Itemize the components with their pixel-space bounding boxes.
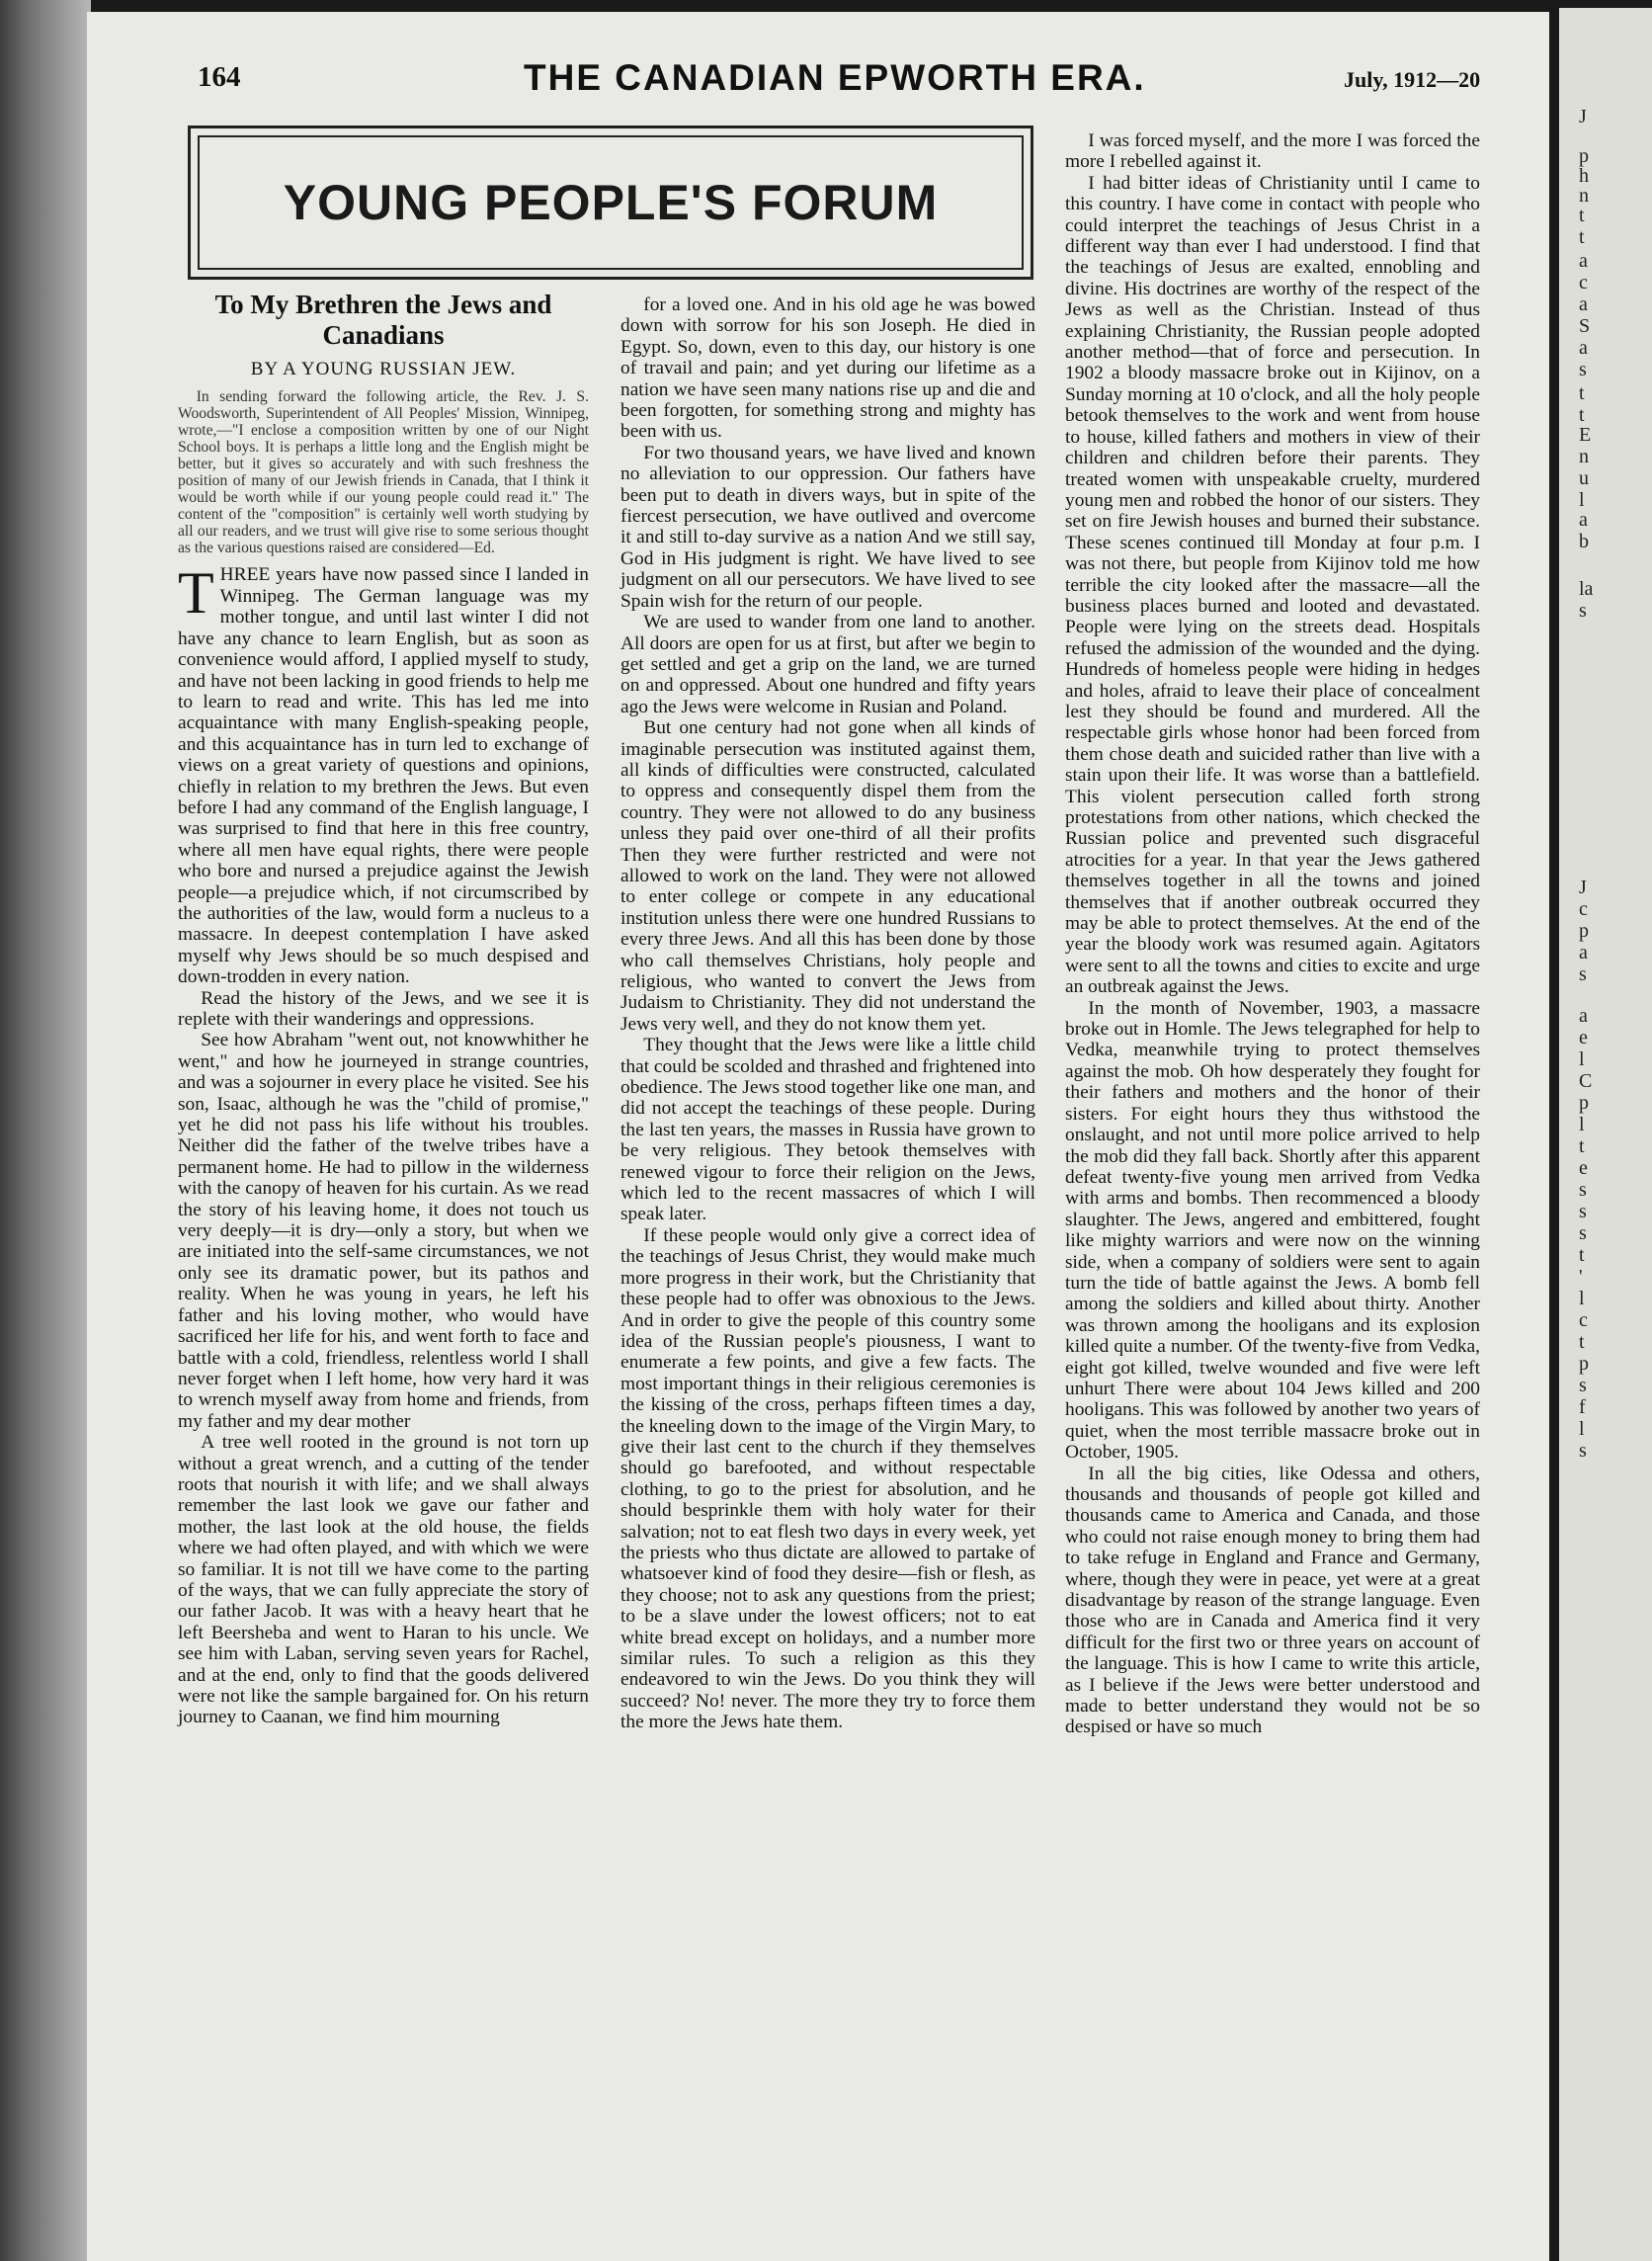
- column-1-body: [178, 560, 589, 1728]
- next-page-fragment: c: [1579, 1309, 1588, 1331]
- next-page-fragment: b: [1579, 531, 1589, 552]
- next-page-fragment: s: [1579, 1440, 1587, 1462]
- next-page-fragment: t: [1579, 226, 1585, 248]
- next-page-fragment: ': [1579, 1266, 1583, 1288]
- paragraph: They thought that the Jews were like a little child that could be scolded and thrashed and frightened into obedience. The Jews stood together like one man, and did not accept the teachings of these people. During the last ten years, the masses in Russia have grown to be very religious. They betook themselves with renewed vigour to force their religion on the Jews, which led to the recent massacres of which I will speak later.: [620, 1035, 1036, 1225]
- paragraph: If these people would only give a correct idea of the teachings of Jesus Christ, they would make much more progress in their work, but the Christianity that these people had to offer was obnoxious to the Jews. And in order to give the people of this country some idea of the Russian people's piousness, I want to enumerate a few points, and give a few facts. The most important things in their religious ceremonies is the kissing of the cross, perhaps fifteen times a day, the kneeling down to the image of the Virgin Mary, to give their last cent to the church if they themselves should go barefooted, and without respectable clothing, to go to the priest for absolution, and he should besprinkle them with holy water for their salvation; not to eat flesh two days in every week, yet the priests who thus dictate are allowed to partake of whatsoever kind of food they desire—fish or flesh, as they choose; not to ask any questions from the priest; to be a slave under the lowest officers; not to eat white bread except on holidays, and a number more similar rules. To such a religion as this they endeavored to win the Jews. Do you think they will succeed? No! never. The more they try to force them the more the Jews hate them.: [620, 1224, 1035, 1733]
- next-page-fragment: f: [1579, 1396, 1586, 1418]
- page-number: 164: [198, 61, 241, 93]
- next-page-fragment: s: [1579, 1179, 1587, 1201]
- next-page-fragment: t: [1579, 1135, 1585, 1157]
- drop-cap: T: [178, 560, 214, 627]
- next-page-fragment: S: [1579, 315, 1591, 337]
- next-page-fragment: t: [1579, 1244, 1585, 1266]
- column-2: [620, 294, 1035, 1733]
- next-page-fragment: p: [1579, 1353, 1589, 1375]
- editor-intro-text: In sending forward the following article, the Rev. J. S. Woodsworth, Superintendent of All Peoples' Mission, Winnipeg, wrote,—"I enclose a composition written by one of our Night School boys. It is perhaps a little long and the English might be better, but it gives so accurately and with such freshness the position of many of our Jewish friends in Canada, that I think it would be worth while if our young people could read it." The content of the "composition" is certainly well worth studying by all our readers, and we trust will give rise to some serious thought as the various questions raised are considered—Ed.: [178, 388, 589, 556]
- next-page-fragment: l: [1579, 489, 1585, 511]
- next-page-fragment: J: [1579, 106, 1587, 127]
- column-3-body: [1065, 130, 1480, 1738]
- next-page-fragment: s: [1579, 1201, 1587, 1222]
- next-page-fragment: t: [1579, 205, 1585, 226]
- paragraph: In all the big cities, like Odessa and others, thousands and thousands of people got killed and thousands came to America and Canada, and those who could not raise enough money to bring them had to take refuge in England and France and Germany, where, though they were in peace, yet were at a great disadvantage by reason of the strange language. Even those who are in Canada and America find it very difficult for the first two or three years on account of the language. This is how I came to write this article, as I believe if the Jews were better understood and made to better understand they would not be so despised or have so much: [1065, 1463, 1480, 1738]
- next-page-fragment: l: [1579, 1114, 1585, 1135]
- paragraph: For two thousand years, we have lived and known no alleviation to our oppression. Our fathers have been put to death in divers ways, but in spite of the fiercest persecution, we have outlived and overcome it and still to-day survive as a nation And we still say, God in His judgment is right. We have lived to see judgment on all our persecutors. We have lived to see Spain wish for the return of our people.: [620, 442, 1035, 612]
- paragraph-text: HREE years have now passed since I landed in Winnipeg. The German language was my mother tongue, and until last winter I did not have any chance to learn English, but as soon as convenience would afford, I applied myself to study, and have not been lacking in good friends to help me to learn to read and write. This has led me into acquaintance with many English-speaking people, and this acquaintance has in turn led to exchange of views on a great variety of questions and opinions, chiefly in relation to my brethren the Jews. But even before I had any command of the English language, I was surprised to find that here in this free country, where all men have equal rights, there were people who bore and nursed a prejudice against the Jewish people—a prejudice which, if not circumscribed by the authorities of the law, would form a nucleus to a massacre. In deepest contemplation I have asked myself why Jews should be so much despised and down-trodden in every nation.: [178, 564, 589, 988]
- paragraph: I had bitter ideas of Christianity until I came to this country. I have come in contact with people who could interpret the teachings of Jesus Christ in a different way than ever I had understood. I find that the teachings of Jesus are exalted, ennobling and divine. His doctrines are worthy of the respect of the Jews as well as the Christian. Instead of thus explaining Christianity, the Russian people adopted another method—that of force and persecution. In 1902 a bloody massacre broke out in Kijinov, on a Sunday morning at 10 o'clock, and all the holy people betook themselves to the work and went from house to house, killed fathers and mothers in view of their children and children before their parents. They treated women with unspeakable cruelty, murdered young men and robbed the honor of our sisters. They set on fire Jewish houses and burned their substance. These scenes continued till Monday at four p.m. I was not there, but people from Kijinov told me how terrible the city looked after the massacre—all the business places burned and looted and devastated. People were lying on the streets dead. Hospitals refused the admission of the wounded and the dying. Hundreds of homeless people were hiding in hedges and holes, afraid to leave their place of concealment lest they should be found and murdered. All the respectable girls whose honor had been forced from them chose death and suicided rather than live with a stain upon their life. It was worse than a battlefield. This violent persecution called forth strong protestations from other nations, which checked the Russian police and prevented such disgraceful atrocities for a year. In that year the Jews gathered themselves together in all the towns and joined themselves that if another outbreak occurred they may be able to protect themselves. At the end of the year the bloody work was resumed again. Agitators were sent to all the towns and cities to excite and urge an outbreak against the Jews.: [1065, 172, 1480, 998]
- next-page-fragment: l: [1579, 1418, 1585, 1440]
- paragraph: A tree well rooted in the ground is not torn up without a great wrench, and a cutting of the tender roots that nourish it with life; and we shall always remember the last look we gave our father and mother, the last look at the old house, the fields where we had often played, and with which we were so familiar. It is not till we have come to the parting of the ways, that we can fully appreciate the story of our father Jacob. It was with a heavy heart that he left Beersheba and went to Haran to his uncle. We see him with Laban, serving seven years for Rachel, and at the end, only to find that the goods delivered were not like the sample bargained for. On his return journey to Caanan, we find him mourning: [178, 1432, 589, 1728]
- article-title: To My Brethren the Jews and Canadians: [214, 290, 552, 350]
- next-page-fragment: C: [1579, 1070, 1593, 1092]
- next-page-fragment: a: [1579, 293, 1588, 315]
- paragraph: Read the history of the Jews, and we see it is replete with their wanderings and oppressions.: [178, 987, 589, 1030]
- next-page-fragment: E: [1579, 424, 1592, 446]
- next-page-fragment: n: [1579, 185, 1589, 207]
- next-page-fragment: h: [1579, 165, 1589, 187]
- paragraph: In the month of November, 1903, a massacre broke out in Homle. The Jews telegraphed for help to Vedka, meanwhile trying to protect themselves against the mob. Oh how desperately they fought for their fathers and mothers and the honor of their sisters. For eight hours they thus withstood the onslaught, and not until more police arrived to help the mob did they fall back. Shortly after this apparent defeat twenty-five young men arrived from Vedka with arms and bombs. Then recommenced a bloody slaughter. The Jews, angered and embittered, fought like mighty warriors and were now on the winning side, when a company of soldiers were sent to again turn the tide of battle against the Jews. A bomb fell among the soldiers and killed about thirty. Another was thrown among the hooligans and its explosion killed quite a number. Of the twenty-five from Vedka, eight got killed, twelve wounded and five were left unhurt There were about 104 Jews killed and 200 hooligans. This was followed by another two years of quiet, when the most terrible massacre broke out in October, 1905.: [1065, 997, 1480, 1464]
- column-1: [178, 290, 589, 1728]
- next-page-fragment: t: [1579, 382, 1585, 404]
- book-binding: [0, 0, 91, 2261]
- next-page-fragment: a: [1579, 1005, 1588, 1027]
- next-page-fragment: c: [1579, 272, 1588, 293]
- issue-date: July, 1912—20: [1344, 67, 1481, 92]
- next-page-fragment: a: [1579, 337, 1588, 359]
- next-page-fragment: e: [1579, 1157, 1588, 1179]
- next-page-fragment: u: [1579, 467, 1589, 489]
- next-page-fragment: t: [1579, 1331, 1585, 1353]
- section-title-inner-border: [198, 135, 1024, 270]
- next-page-fragment: e: [1579, 1027, 1588, 1048]
- editor-intro: [178, 389, 589, 556]
- paragraph: I was forced myself, and the more I was forced the more I rebelled against it.: [1065, 130, 1480, 173]
- column-2-body: [620, 294, 1035, 1733]
- article-byline: BY A YOUNG RUSSIAN JEW.: [250, 359, 517, 379]
- next-page-fragment: a: [1579, 942, 1588, 963]
- next-page-fragment: a: [1579, 509, 1588, 531]
- column-3: [1065, 130, 1480, 1738]
- paragraph: But one century had not gone when all kinds of imaginable persecution was instituted against them, all kinds of difficulties were constructed, calculated to oppress and consequently dispel them from the country. They were not allowed to do any business unless they paid over one-third of all their profits Then they were further restricted and were not allowed to work on the land. They were not allowed to enter college or compete in any educational institution unless there were one hundred Russians to every three Jews. And all this has been done by those who call themselves Christians, holy people and religious, who wanted to convert the Jews from Judaism to Christianity. They did not understand the Jews very well, and they do not know them yet.: [620, 717, 1035, 1035]
- next-page-fragment: n: [1579, 446, 1589, 467]
- next-page-fragment: a: [1579, 250, 1588, 272]
- next-page-fragment: J: [1579, 877, 1587, 898]
- page-header: [198, 57, 1482, 101]
- paragraph: for a loved one. And in his old age he was bowed down with sorrow for his son Joseph. He died in Egypt. So, down, even to this day, our history is one of travail and pain; and yet during our lifetime as a nation we have seen many nations rise up and die and been forgotten, for something strong and mighty has been with us.: [620, 294, 1035, 443]
- next-page-fragment: s: [1579, 600, 1587, 622]
- next-page-fragment: s: [1579, 1375, 1587, 1396]
- next-page-fragment: la: [1579, 578, 1594, 600]
- section-title: YOUNG PEOPLE'S FORUM: [283, 175, 939, 230]
- section-title-box: [188, 126, 1033, 280]
- next-page-fragment: s: [1579, 963, 1587, 985]
- paragraph: See how Abraham "went out, not knowwhither he went," and how he journeyed in strange countries, and was a sojourner in every place he visited. See his son, Isaac, although he was the "child of promise," yet he did not pass his life without his troubles. Neither did the father of the twelve tribes have a permanent home. He had to pillow in the wilderness with the canopy of heaven for his curtain. As we read the story of his leaving home, it does not touch us very deeply—it is dry—only a story, but when we are initiated into the self-same circumstances, we not only see its dramatic power, but its pathos and reality. When he was young in years, he left his father and his loving mother, who would have sacrificed her life for his, and went forth to face and battle with a cold, friendless, relentless world I shall never forget when I left home, how very hard it was to wrench myself away from home and friends, from my father and my dear mother: [178, 1030, 589, 1432]
- paragraph: We are used to wander from one land to another. All doors are open for us at first, but after we begin to get settled and get a grip on the land, we are turned on and oppressed. About one hundred and fifty years ago the Jews were welcome in Rusian and Poland.: [620, 612, 1035, 717]
- next-page-fragment: l: [1579, 1288, 1585, 1309]
- next-page-fragment: p: [1579, 145, 1589, 167]
- next-page-fragment: s: [1579, 359, 1587, 380]
- next-page-fragment: s: [1579, 1222, 1587, 1244]
- next-page-fragment: l: [1579, 1048, 1585, 1070]
- paragraph: [178, 560, 589, 988]
- next-page-edge: [1559, 8, 1652, 2261]
- next-page-fragment: c: [1579, 898, 1588, 920]
- next-page-fragment: t: [1579, 404, 1585, 426]
- next-page-fragment: p: [1579, 1092, 1589, 1114]
- next-page-fragment: p: [1579, 920, 1589, 942]
- magazine-title: THE CANADIAN EPWORTH ERA.: [524, 57, 1146, 98]
